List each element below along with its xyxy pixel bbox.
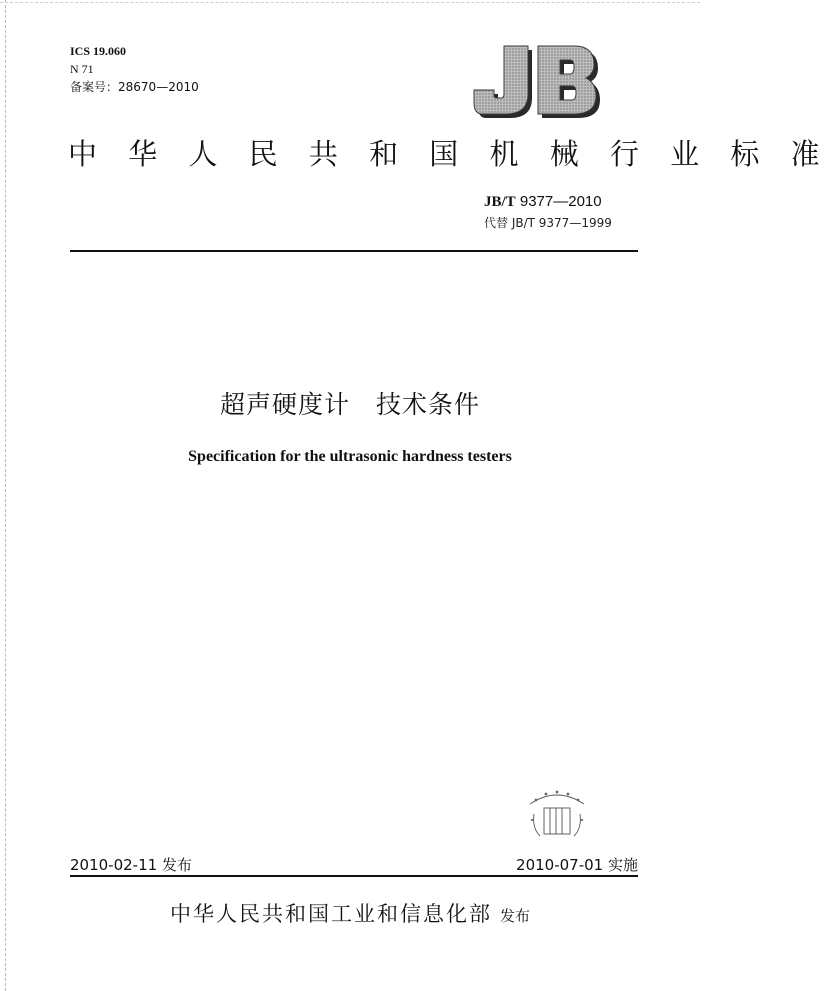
industry-standard-title: 中 华 人 民 共 和 国 机 械 行 业 标 准 xyxy=(68,137,831,171)
document-title-en: Specification for the ultrasonic hardness testers xyxy=(188,448,512,465)
standard-code: JB/T xyxy=(484,194,516,210)
issuer-action: 发布 xyxy=(499,907,530,925)
scan-top-edge xyxy=(0,2,700,3)
issue-date: 2010-02-11 发布 xyxy=(70,856,192,874)
document-title-cn: 超声硬度计 技术条件 xyxy=(219,390,480,419)
replaces-standard: 代替 JB/T 9377—1999 xyxy=(484,216,612,230)
classification-code: N 71 xyxy=(70,62,94,76)
record-number xyxy=(70,80,199,94)
publisher-seal-icon xyxy=(522,784,592,840)
issuer-line xyxy=(0,898,700,928)
effective-date: 2010-07-01 实施 xyxy=(516,856,638,874)
top-divider xyxy=(70,250,638,252)
scan-edge xyxy=(5,0,7,991)
record-value: 28670—2010 xyxy=(118,80,199,94)
record-label: 备案号： xyxy=(70,80,119,94)
issuer-organization: 中华人民共和国工业和信息化部 xyxy=(169,902,492,926)
ics-code: ICS 19.060 xyxy=(70,44,127,58)
standard-number xyxy=(484,193,602,211)
standard-number-value: 9377—2010 xyxy=(519,193,602,210)
bottom-divider xyxy=(70,875,638,877)
jb-logo-icon xyxy=(470,42,602,120)
logo-letter-j xyxy=(474,46,528,114)
logo-letter-b xyxy=(538,46,596,114)
